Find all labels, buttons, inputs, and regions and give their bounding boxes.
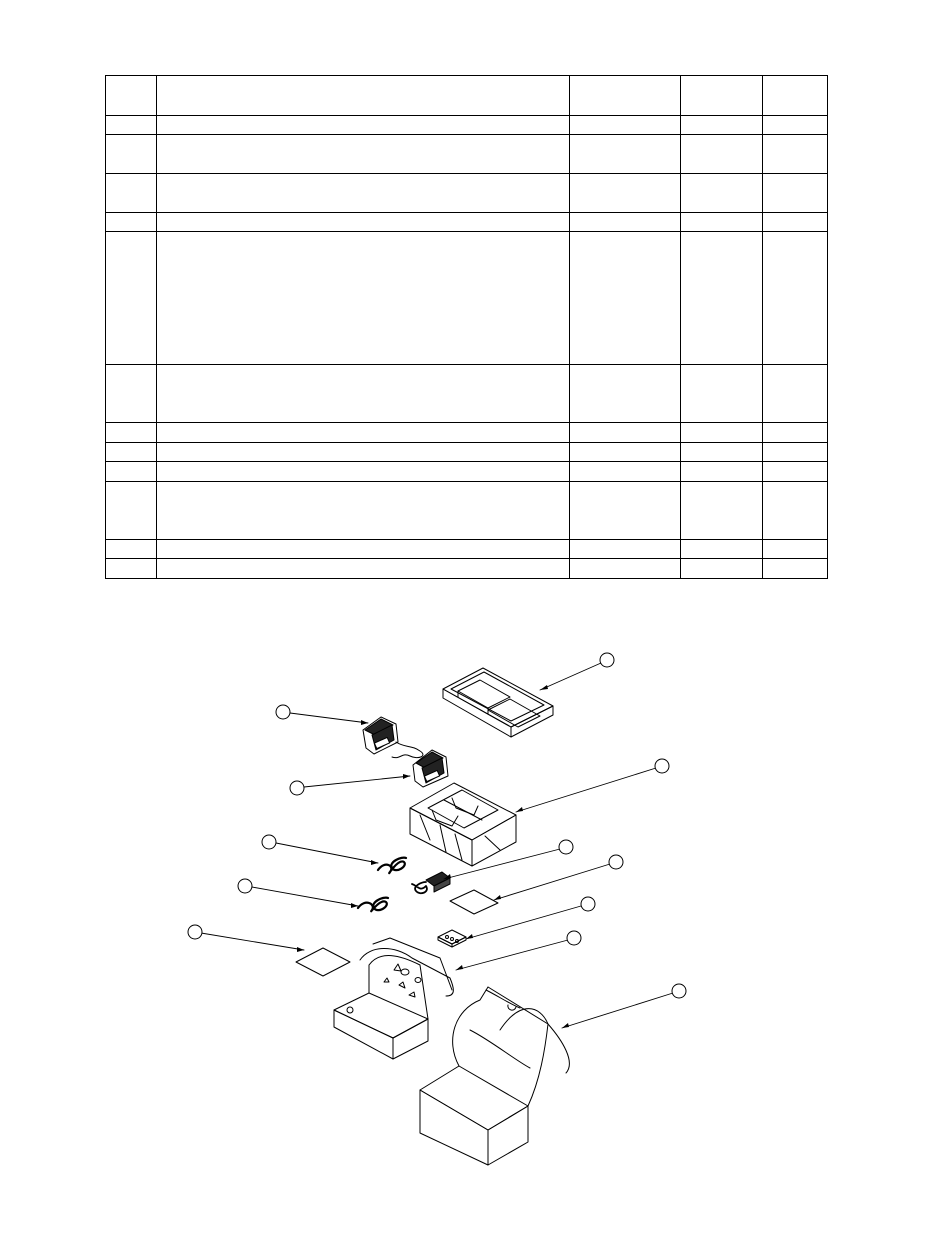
callout-bubble: [262, 835, 276, 849]
callout-bubble: [655, 759, 669, 773]
table-cell: [157, 462, 570, 482]
table-cell: [681, 213, 763, 232]
speaker-right: [413, 750, 448, 787]
table-cell: [157, 116, 570, 135]
table-cell: [763, 135, 828, 174]
table-cell: [681, 559, 763, 579]
exploded-packaging-diagram: [0, 600, 950, 1248]
table-cell: [157, 232, 570, 365]
table-cell: [106, 232, 157, 365]
table-cell: [106, 213, 157, 232]
table-row: [106, 540, 828, 559]
manual-sheet: [450, 890, 498, 914]
table-cell: [157, 443, 570, 462]
callout-bubbles: [188, 653, 686, 998]
table-cell: [106, 462, 157, 482]
table-cell: [570, 116, 681, 135]
cable-a: [378, 858, 406, 874]
table-cell: [681, 174, 763, 213]
table-row: [106, 135, 828, 174]
table-cell: [570, 559, 681, 579]
foam-insert: [410, 783, 516, 866]
table-cell: [570, 365, 681, 423]
table-row: [106, 482, 828, 540]
callout-bubble: [238, 879, 252, 893]
table-row: [106, 423, 828, 443]
top-tray: [443, 668, 553, 737]
table-row: [106, 443, 828, 462]
table-row: [106, 559, 828, 579]
header-cell-remarks: [763, 76, 828, 116]
table-cell: [570, 174, 681, 213]
table-header-row: [106, 76, 828, 116]
callout-bubble: [290, 781, 304, 795]
table-row: [106, 232, 828, 365]
header-cell-qty: [681, 76, 763, 116]
header-cell-no: [106, 76, 157, 116]
table-cell: [763, 232, 828, 365]
table-cell: [570, 443, 681, 462]
table-cell: [681, 232, 763, 365]
table-cell: [157, 365, 570, 423]
table-cell: [763, 462, 828, 482]
table-cell: [106, 135, 157, 174]
table-cell: [763, 559, 828, 579]
table-cell: [763, 482, 828, 540]
callout-bubble: [188, 925, 202, 939]
table-cell: [681, 482, 763, 540]
table-cell: [157, 559, 570, 579]
table-cell: [570, 213, 681, 232]
table-cell: [763, 423, 828, 443]
table-cell: [681, 462, 763, 482]
table-cell: [570, 232, 681, 365]
ac-adapter: [412, 872, 450, 893]
outer-carton: [420, 987, 569, 1165]
table-cell: [570, 135, 681, 174]
table-cell: [106, 174, 157, 213]
header-cell-part-number: [570, 76, 681, 116]
table-cell: [681, 365, 763, 423]
table-cell: [570, 423, 681, 443]
callout-bubble: [600, 653, 614, 667]
table-cell: [570, 540, 681, 559]
callout-bubble: [672, 984, 686, 998]
table-cell: [763, 540, 828, 559]
table-cell: [681, 540, 763, 559]
callout-bubble: [559, 840, 573, 854]
table-cell: [157, 482, 570, 540]
table-cell: [681, 135, 763, 174]
table-cell: [763, 213, 828, 232]
table-cell: [681, 423, 763, 443]
callout-bubble: [581, 897, 595, 911]
table-row: [106, 365, 828, 423]
table-row: [106, 116, 828, 135]
table-cell: [570, 462, 681, 482]
speaker-left: [363, 717, 423, 758]
table-cell: [157, 174, 570, 213]
table-cell: [106, 365, 157, 423]
parts-list-table: [105, 75, 828, 579]
cable-b: [358, 898, 388, 912]
table-row: [106, 174, 828, 213]
table-row: [106, 462, 828, 482]
table-cell: [681, 443, 763, 462]
inner-box: [334, 938, 453, 1059]
callout-bubble: [609, 855, 623, 869]
table-cell: [763, 174, 828, 213]
table-cell: [157, 135, 570, 174]
callout-arrowheads: [297, 685, 569, 1028]
label-card: [438, 930, 466, 947]
header-cell-description: [157, 76, 570, 116]
callout-bubble: [567, 931, 581, 945]
table-cell: [106, 540, 157, 559]
table-cell: [763, 365, 828, 423]
table-cell: [157, 423, 570, 443]
callout-bubble: [276, 705, 290, 719]
table-row: [106, 213, 828, 232]
table-cell: [106, 559, 157, 579]
table-cell: [106, 443, 157, 462]
table-cell: [157, 213, 570, 232]
table-cell: [763, 443, 828, 462]
table-cell: [570, 482, 681, 540]
table-cell: [106, 482, 157, 540]
table-cell: [106, 423, 157, 443]
table-cell: [763, 116, 828, 135]
table-cell: [681, 116, 763, 135]
table-cell: [157, 540, 570, 559]
table-cell: [106, 116, 157, 135]
warranty-card: [296, 948, 350, 976]
